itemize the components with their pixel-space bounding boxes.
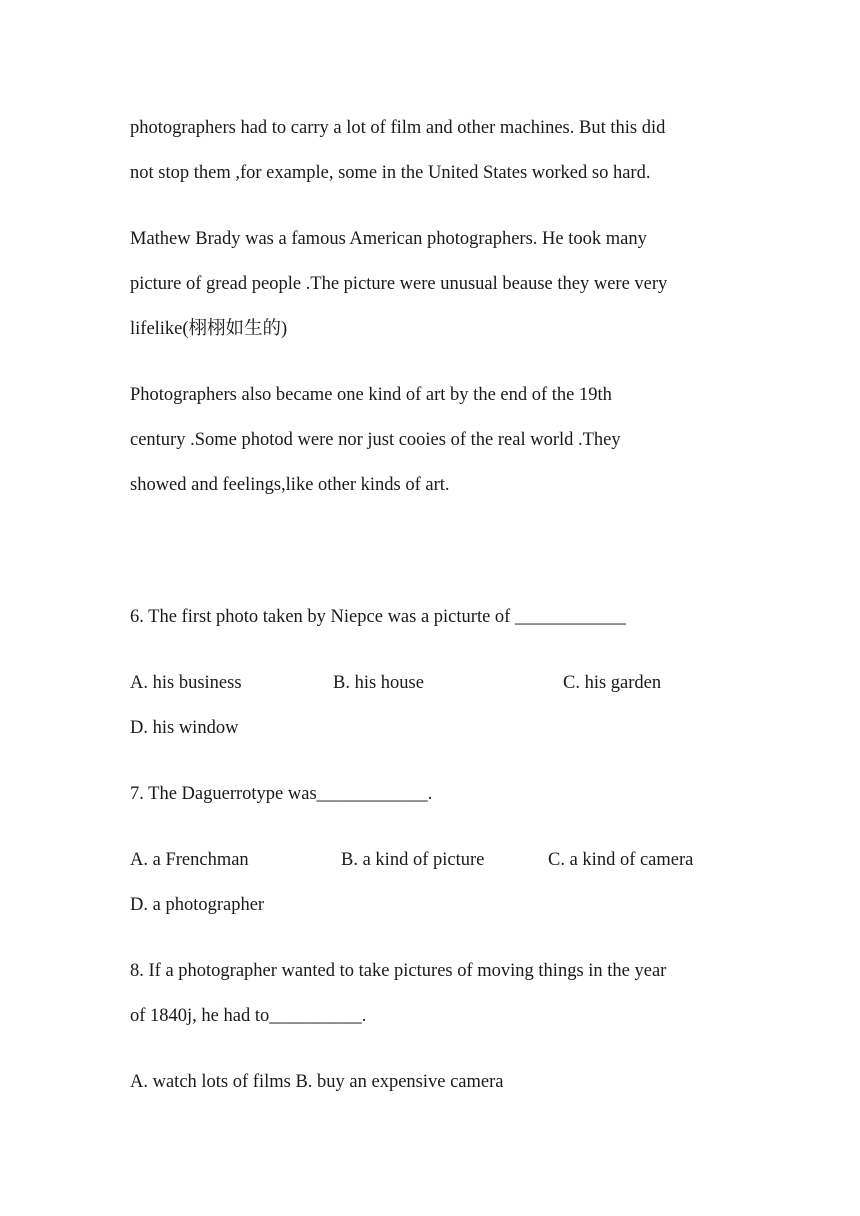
option-a: A. his business: [130, 673, 242, 693]
question-stem: of 1840j, he had to__________.: [130, 1006, 367, 1026]
passage-line: not stop them ,for example, some in the United States worked so hard.: [130, 163, 651, 183]
passage-line: century .Some photod were nor just cooies of the real world .They: [130, 430, 621, 450]
option-b: B. a kind of picture: [341, 850, 485, 870]
passage-line: lifelike(栩栩如生的): [130, 319, 288, 339]
option-d: D. his window: [130, 718, 239, 738]
passage-line: Mathew Brady was a famous American photographers. He took many: [130, 229, 647, 249]
question-stem: 6. The first photo taken by Niepce was a picturte of ____________: [130, 607, 626, 627]
option-b: B. his house: [333, 673, 424, 693]
passage-line: Photographers also became one kind of art by the end of the 19th: [130, 385, 612, 405]
option-c: C. his garden: [563, 673, 662, 693]
question-stem: 7. The Daguerrotype was____________.: [130, 784, 433, 804]
passage-line: showed and feelings,like other kinds of art.: [130, 475, 450, 495]
question-stem: 8. If a photographer wanted to take pictures of moving things in the year: [130, 961, 667, 981]
option-a: A. a Frenchman: [130, 850, 249, 870]
option-c: C. a kind of camera: [548, 850, 694, 870]
option-d: D. a photographer: [130, 895, 265, 915]
passage-line: photographers had to carry a lot of film and other machines. But this did: [130, 118, 666, 138]
passage-line: picture of gread people .The picture were unusual beause they were very: [130, 274, 668, 294]
option-a-b: A. watch lots of films B. buy an expensive camera: [130, 1072, 504, 1092]
